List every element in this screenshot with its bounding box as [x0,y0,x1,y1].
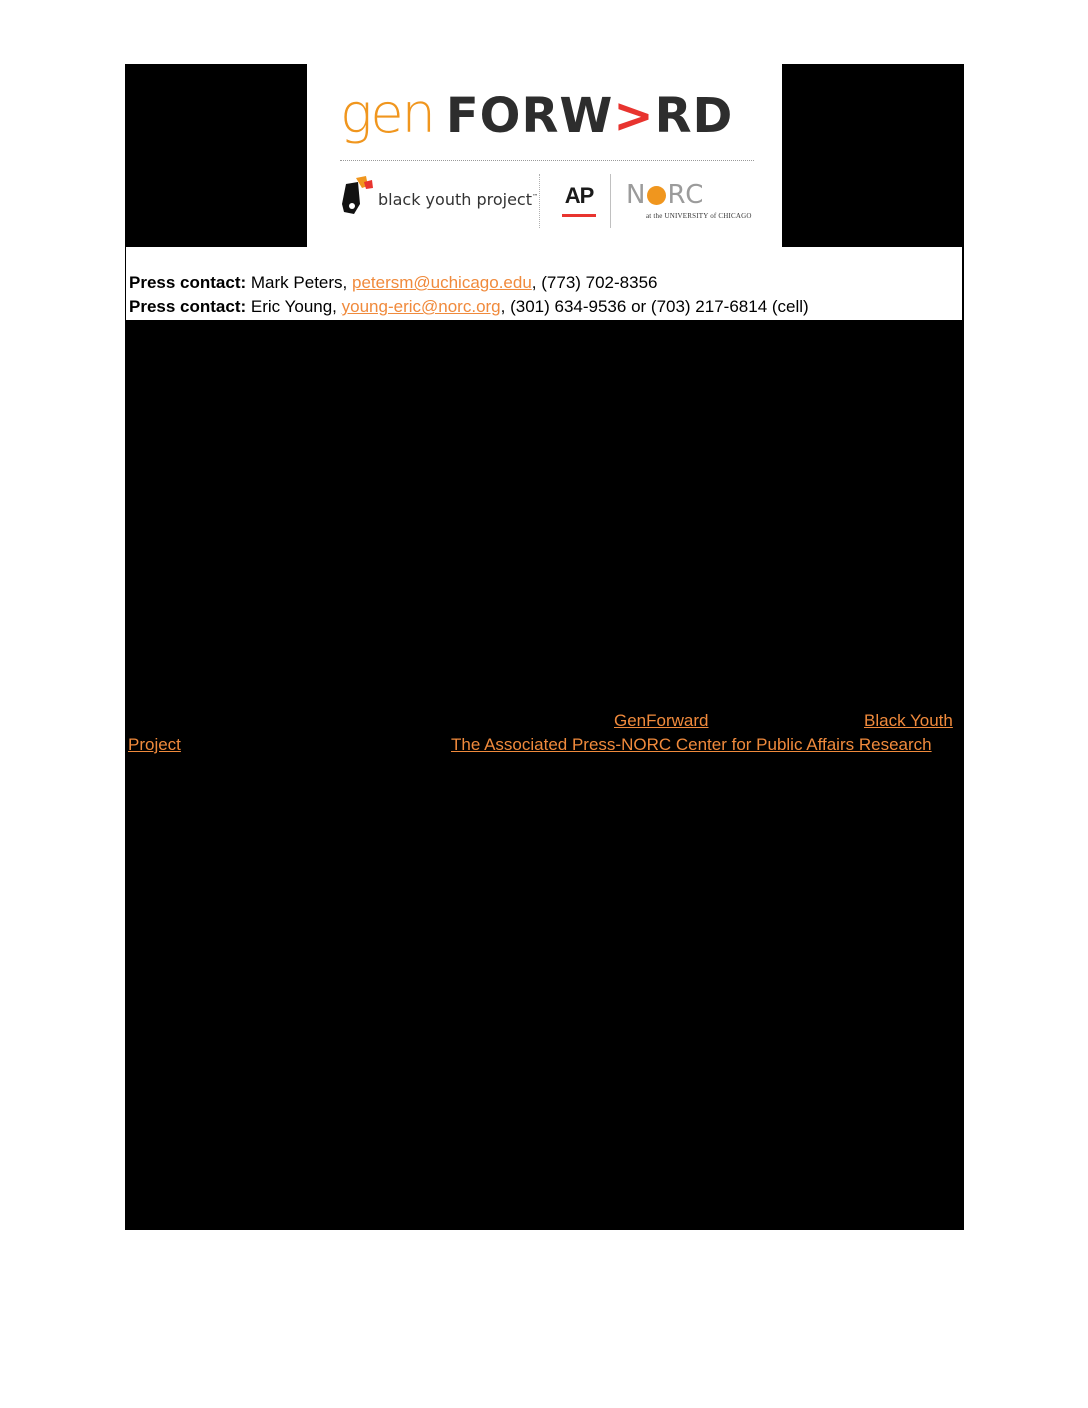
black-youth-project-logo [340,174,538,218]
press-contacts [125,247,963,320]
black-youth-project-link[interactable]: Black Youth [864,711,953,730]
partner-logos [340,172,760,232]
ap-logo [562,184,596,217]
logo-forward-arrow: > [613,88,655,144]
ap-logo-text: AP [564,183,594,208]
logo-divider [340,160,754,161]
press-contact-name: Mark Peters, [246,273,352,292]
partner-divider [539,174,540,228]
norc-n: N [626,180,647,210]
redacted-block-left [125,64,307,247]
black-youth-project-link-continued[interactable]: Project [128,735,181,754]
press-contact-email-link[interactable]: young-eric@norc.org [341,297,501,316]
document-page [125,64,964,1230]
norc-logo [626,180,752,220]
press-contact-phone: , (301) 634-9536 or (703) 217-6814 (cell) [500,297,809,316]
byp-label [378,190,538,209]
press-contact-name: Eric Young, [246,297,342,316]
logo-forward [446,81,734,151]
byp-label-text: black youth project [378,189,532,209]
norc-rc: RC [667,180,705,210]
genforward-link[interactable]: GenForward [614,711,709,730]
logo-forward-pre: FORW [445,88,614,144]
genforward-logo [340,79,733,149]
press-contact-line [129,296,809,318]
press-contact-label: Press contact: [129,273,247,292]
norc-wordmark [626,180,752,210]
header-logo-panel [307,64,782,247]
press-contact-email-link[interactable]: petersm@uchicago.edu [351,273,532,292]
logo-forward-post: RD [654,88,734,144]
press-contact-label: Press contact: [129,297,247,316]
ap-norc-center-link[interactable]: The Associated Press-NORC Center for Public Affairs Research [451,735,932,754]
partner-divider [610,174,611,228]
norc-dot-icon [647,186,666,205]
redacted-block-right [782,64,964,247]
ap-logo-bar [562,214,596,217]
byp-mark-icon [340,174,376,218]
norc-subtitle: at the UNIVERSITY of CHICAGO [646,212,752,220]
byp-tm: ™ [531,193,538,201]
press-contact-phone: , (773) 702-8356 [531,273,658,292]
logo-gen: gen [340,82,434,145]
press-contact-line [129,272,658,294]
